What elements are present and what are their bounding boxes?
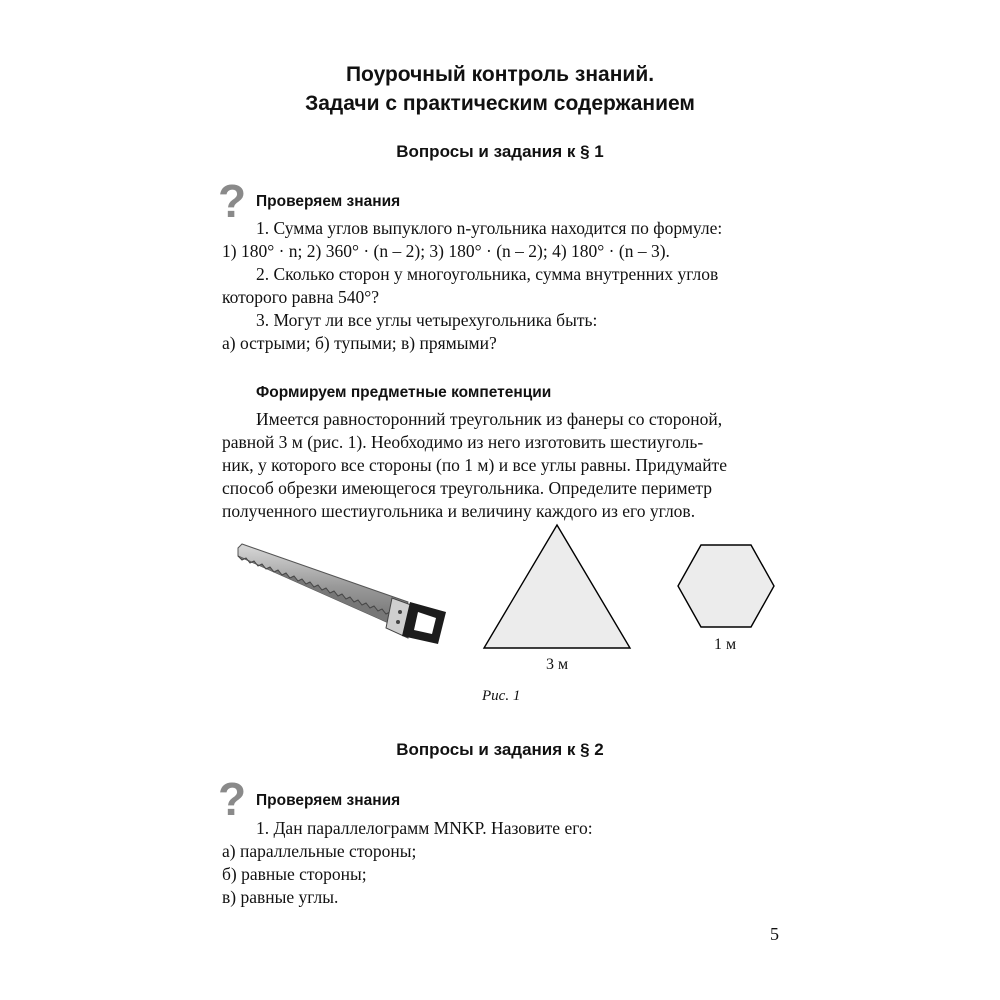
page-title-line-1: Поурочный контроль знаний. bbox=[345, 63, 655, 86]
triangle-label: 3 м bbox=[546, 656, 569, 673]
section-1-check-heading: Проверяем знания bbox=[256, 193, 401, 210]
page-title-line-2: Задачи с практическим содержанием bbox=[305, 92, 695, 115]
s2-line-3: б) равные стороны; bbox=[222, 864, 367, 884]
task-line-1: Имеется равносторонний треугольник из фанеры со стороной, bbox=[256, 409, 723, 429]
task-line-2: равной 3 м (рис. 1). Необходимо из него изготовить шестиуголь- bbox=[222, 432, 704, 452]
figure-caption: Рис. 1 bbox=[482, 688, 521, 704]
s1-line-3: 2. Сколько сторон у многоугольника, сумма внутренних углов bbox=[256, 264, 719, 284]
section-2-check-heading: Проверяем знания bbox=[256, 792, 401, 809]
page-number: 5 bbox=[770, 924, 779, 944]
competence-heading: Формируем предметные компетенции bbox=[256, 384, 552, 401]
s2-line-4: в) равные углы. bbox=[222, 887, 339, 907]
s1-line-5: 3. Могут ли все углы четырехугольника быть: bbox=[256, 310, 598, 330]
section-2-heading: Вопросы и задания к § 2 bbox=[396, 740, 604, 759]
s2-line-2: а) параллельные стороны; bbox=[222, 841, 417, 861]
hexagon-label: 1 м bbox=[714, 636, 737, 653]
question-mark-icon: ? bbox=[218, 773, 247, 825]
s1-line-2: 1) 180° · n; 2) 360° · (n – 2); 3) 180° · (n – 2); 4) 180° · (n – 3). bbox=[222, 241, 670, 261]
task-line-5: полученного шестиугольника и величину каждого из его углов. bbox=[222, 501, 696, 521]
saw-illustration bbox=[232, 540, 452, 650]
s1-line-6: а) острыми; б) тупыми; в) прямыми? bbox=[222, 333, 497, 353]
triangle-figure bbox=[480, 522, 635, 652]
section-1-heading: Вопросы и задания к § 1 bbox=[396, 142, 604, 161]
task-line-3: ник, у которого все стороны (по 1 м) и все углы равны. Придумайте bbox=[222, 455, 727, 475]
s1-line-4: которого равна 540°? bbox=[222, 287, 379, 307]
task-line-4: способ обрезки имеющегося треугольника. Определите периметр bbox=[222, 478, 712, 498]
question-mark-icon: ? bbox=[218, 175, 247, 227]
s1-line-1: 1. Сумма углов выпуклого n-угольника находится по формуле: bbox=[256, 218, 723, 238]
s2-line-1: 1. Дан параллелограмм MNKP. Назовите его: bbox=[256, 818, 593, 838]
hexagon-figure bbox=[676, 543, 776, 629]
